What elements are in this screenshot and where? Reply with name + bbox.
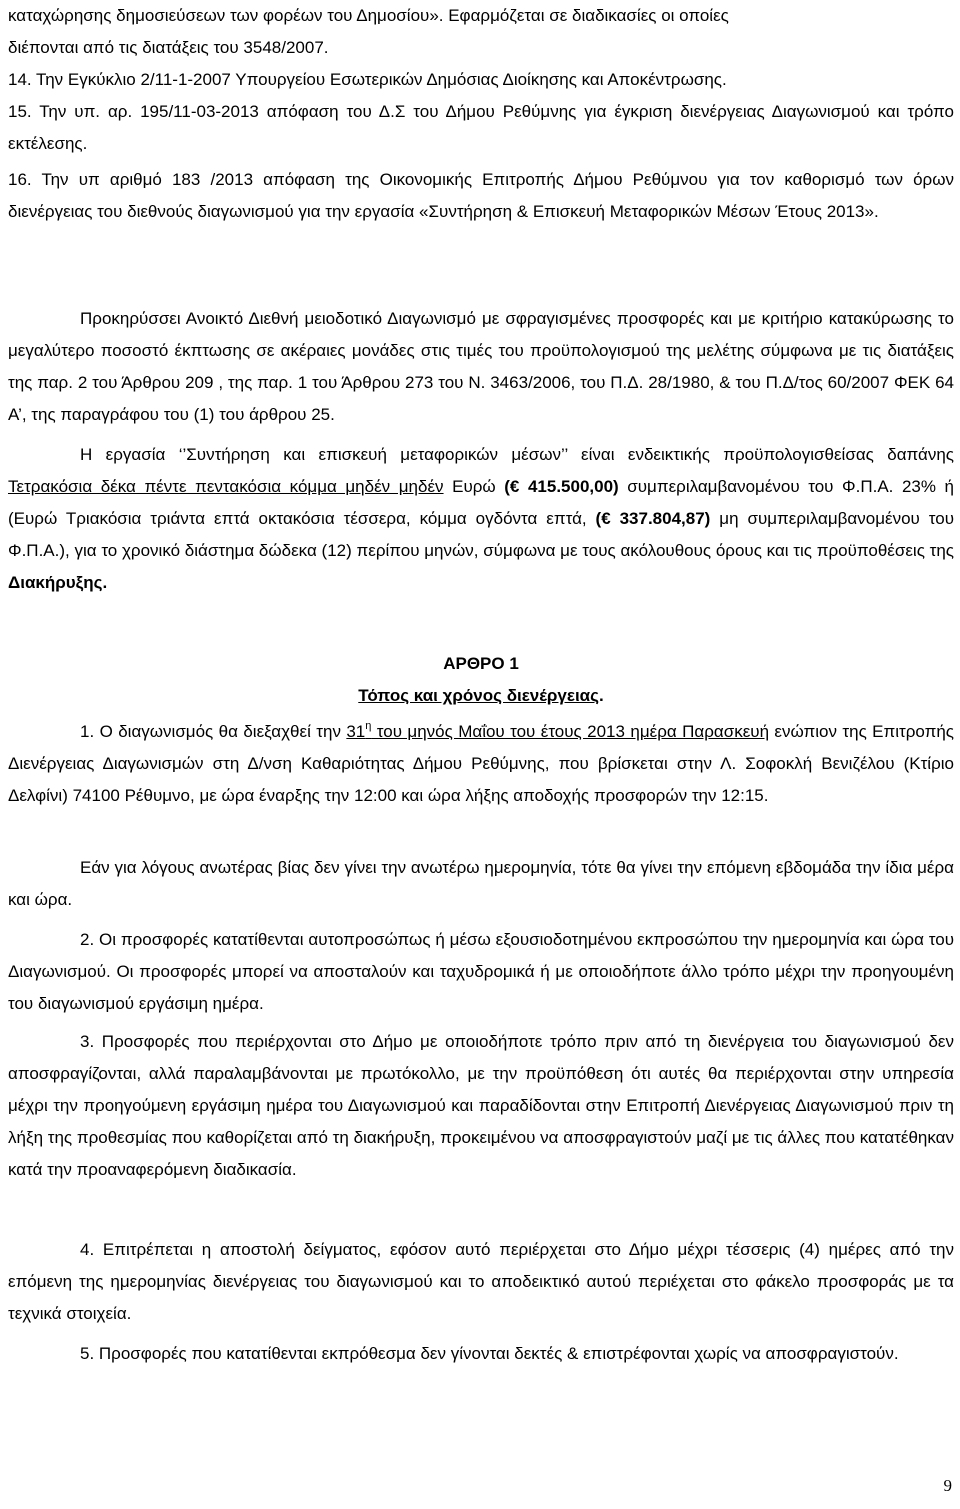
paragraph-intro-cont bbox=[8, 0, 954, 64]
article-title: ΑΡΘΡΟ 1 bbox=[443, 654, 519, 673]
item-14: 14. Την Εγκύκλιο 2/11-1-2007 Υπουργείου Εσωτερικών Δημόσιας Διοίκησης και Αποκέντρωσης. bbox=[8, 70, 727, 89]
item-1-rest: ενώπιον της Επιτροπής Διενέργειας Διαγωνισμών στη Δ/νση Καθαριότητας Δήμου Ρεθύμνης, που βρίσκεται στην Λ. Σοφοκλή Βενιζέλου (Κτίριο Δελφίνι) 74100 Ρέθυμνο, με ώρα έναρξης την 12:00 και ώρα λήξης αποδοχής προσφορών την 12:15. bbox=[8, 722, 954, 805]
article-item-3: 3. Προσφορές που περιέρχονται στο Δήμο με οποιοδήποτε τρόπο πριν από τη διενέργεια του διαγωνισμού δεν αποσφραγίζονται, αλλά παραλαμβάνονται με πρωτόκολλο, με την προϋπόθεση ότι αυτές θα περιέρχονται στην υπηρεσία μέχρι την προηγούμενη εργάσιμη ημέρα του Διαγωνισμού και παραδίδονται στην Επιτροπή Διενέργειας Διαγωνισμού πριν τη λήξη της προθεσμίας που καθορίζεται από τη διακήρυξη, προκειμένου να αποσφραγιστούν μαζί με τις άλλες που κατατέθηκαν κατά την προαναφερόμενη διαδικασία. bbox=[8, 1032, 954, 1179]
intro-line-1: καταχώρησης δημοσιεύσεων των φορέων του Δημοσίου». Εφαρμόζεται σε διαδικασίες οι οποίες bbox=[8, 6, 729, 25]
budget-amount-with-vat: (€ 415.500,00) bbox=[504, 477, 619, 496]
budget-amount-without-vat: (€ 337.804,87) bbox=[595, 509, 711, 528]
budget-text-d: μη συμπεριλαμβανομένου του Φ.Π.Α.), για το χρονικό διάστημα δώδεκα (12) περίπου μηνών, σύμφωνα με τους ακόλουθους όρους και τις προϋποθέσεις της bbox=[8, 509, 954, 560]
item-1-month: του μηνός Μαΐου του έτους 2013 ημέρα Παρασκευή bbox=[371, 722, 770, 741]
budget-text-b: Ευρώ bbox=[443, 477, 505, 496]
intro-line-2: διέπονται από τις διατάξεις του 3548/2007. bbox=[8, 38, 329, 57]
article-item-1 bbox=[8, 716, 954, 812]
budget-text-e: Διακήρυξης. bbox=[8, 573, 108, 592]
item-1-ordinal: η bbox=[365, 720, 372, 732]
budget-text-a: Η εργασία ‘’Συντήρηση και επισκευή μεταφορικών μέσων’’ είναι ενδεικτικής προϋπολογισθείσας δαπάνης bbox=[80, 445, 954, 464]
article-item-4: 4. Επιτρέπεται η αποστολή δείγματος, εφόσον αυτό περιέρχεται στο Δήμο μέχρι τέσσερις (4) ημέρες από την επόμενη της ημερομηνίας διενέργειας του διαγωνισμού και το αποδεικτικό αυτού περιέχεται στο φάκελο προσφοράς με τα τεχνικά στοιχεία. bbox=[8, 1240, 954, 1323]
article-item-2: 2. Οι προσφορές κατατίθενται αυτοπροσώπως ή μέσω εξουσιοδοτημένου εκπροσώπου την ημερομηνία και ώρα του Διαγωνισμού. Οι προσφορές μπορεί να αποσταλούν και ταχυδρομικά ή με οποιοδήποτε άλλο τρόπο μέχρι την προηγουμένη του διαγωνισμού εργάσιμη ημέρα. bbox=[8, 930, 954, 1013]
budget-text-c: συμπεριλαμβανομένου του Φ.Π.Α. 23% ή (Ευρώ Τριακόσια τριάντα επτά οκτακόσια τέσσερα, κόμμα ογδόντα επτά, bbox=[8, 477, 954, 528]
article-item-5: 5. Προσφορές που κατατίθενται εκπρόθεσμα δεν γίνονται δεκτές & επιστρέφονται χωρίς να αποσφραγιστούν. bbox=[80, 1344, 899, 1363]
budget-paragraph bbox=[8, 439, 954, 599]
page-number: 9 bbox=[943, 1476, 952, 1495]
item-1-date bbox=[346, 722, 769, 741]
item-1-intro: 1. Ο διαγωνισμός θα διεξαχθεί την bbox=[80, 722, 347, 741]
item-1-day: 31 bbox=[346, 722, 366, 741]
article-subtitle-text: Τόπος και χρόνος διενέργειας bbox=[358, 686, 599, 705]
article-item-1-note: Εάν για λόγους ανωτέρας βίας δεν γίνει την ανωτέρω ημερομηνία, τότε θα γίνει την επόμενη εβδομάδα την ίδια μέρα και ώρα. bbox=[8, 858, 954, 909]
item-16: 16. Την υπ αριθμό 183 /2013 απόφαση της Οικονομικής Επιτροπής Δήμου Ρεθύμνου για τον καθορισμό των όρων διενέργειας του διεθνούς διαγωνισμού για την εργασία «Συντήρηση & Επισκευή Μεταφορικών Μέσων Έτους 2013». bbox=[8, 170, 954, 221]
article-subtitle-dot: . bbox=[598, 686, 604, 705]
item-15: 15. Την υπ. αρ. 195/11-03-2013 απόφαση του Δ.Σ του Δήμου Ρεθύμνης για έγκριση διενέργειας Διαγωνισμού και τρόπο εκτέλεσης. bbox=[8, 102, 954, 153]
budget-amount-words: Τετρακόσια δέκα πέντε πεντακόσια κόμμα μηδέν μηδέν bbox=[8, 477, 444, 496]
announcement-paragraph: Προκηρύσσει Ανοικτό Διεθνή μειοδοτικό Διαγωνισμό με σφραγισμένες προσφορές και με κριτήριο κατακύρωσης το μεγαλύτερο ποσοστό έκπτωσης σε ακέραιες μονάδες στις τιμές του προϋπολογισμού της μελέτης σύμφωνα με τις διατάξεις της παρ. 2 του Άρθρου 209 , της παρ. 1 του Άρθρου 273 του Ν. 3463/2006, του Π.Δ. 28/1980, & του Π.Δ/τος 60/2007 ΦΕΚ 64 Α’, της παραγράφου του (1) του άρθρου 25. bbox=[8, 309, 954, 424]
article-subtitle bbox=[8, 680, 954, 712]
